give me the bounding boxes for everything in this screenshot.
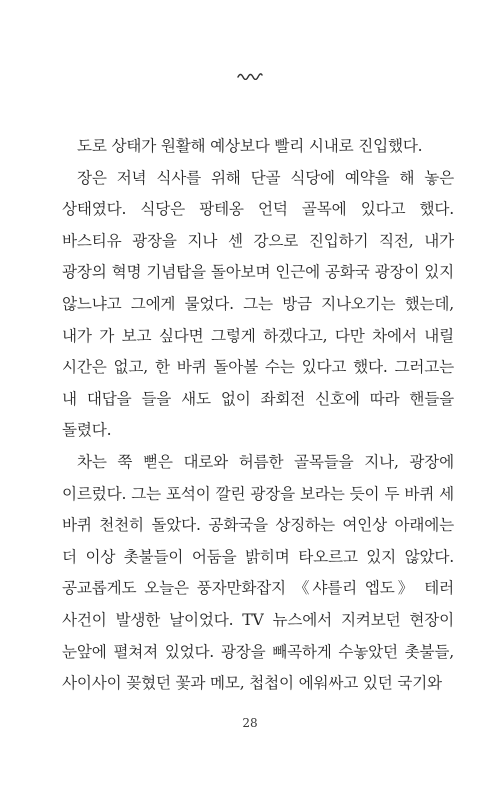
paragraph-2: 장은 저녁 식사를 위해 단골 식당에 예약을 해 놓은 상태였다. 식당은 팡테옹 언덕 골목에 있다고 했다. 바스티유 광장을 지나 센 강으로 진입하기 직전, 내가 광장의 혁명 기념탑을 돌아보며 인근에 공화국 광장이 있지 않느냐고 그에게 물었다. 그는 방금 지나오기는 했는데, 내가 가 보고 싶다면 그렇게 하겠다고, 다만 차에서 내릴 시간은 없고, 한 바퀴 돌아볼 수는 있다고 했다. 그러고는 내 대답을 들을 새도 없이 좌회전 신호에 따라 핸들을 돌렸다. bbox=[62, 168, 454, 440]
wave-ornament-icon bbox=[237, 70, 263, 80]
chapter-ornament bbox=[0, 70, 500, 84]
page-number: 28 bbox=[242, 716, 258, 730]
body-text bbox=[62, 131, 454, 700]
paragraph-1: 도로 상태가 원활해 예상보다 빨리 시내로 진입했다. bbox=[77, 137, 423, 155]
paragraph-3: 차는 쭉 뻗은 대로와 허름한 골목들을 지나, 광장에 이르렀다. 그는 포석이 깔린 광장을 보라는 듯이 두 바퀴 세 바퀴 천천히 돌았다. 공화국을 상징하는 여인상 아래에는 더 이상 촛불들이 어둠을 밝히며 타오르고 있지 않았다. 공교롭게도 오늘은 풍자만화잡지 《샤를리 엡도》 테러 사건이 발생한 날이었다. TV 뉴스에서 지켜보던 현장이 눈앞에 펼쳐져 있었다. 광장을 빼곡하게 수놓았던 촛불들, 사이사이 꽂혔던 꽃과 메모, 첩첩이 에워싸고 있던 국기와 bbox=[62, 452, 454, 693]
